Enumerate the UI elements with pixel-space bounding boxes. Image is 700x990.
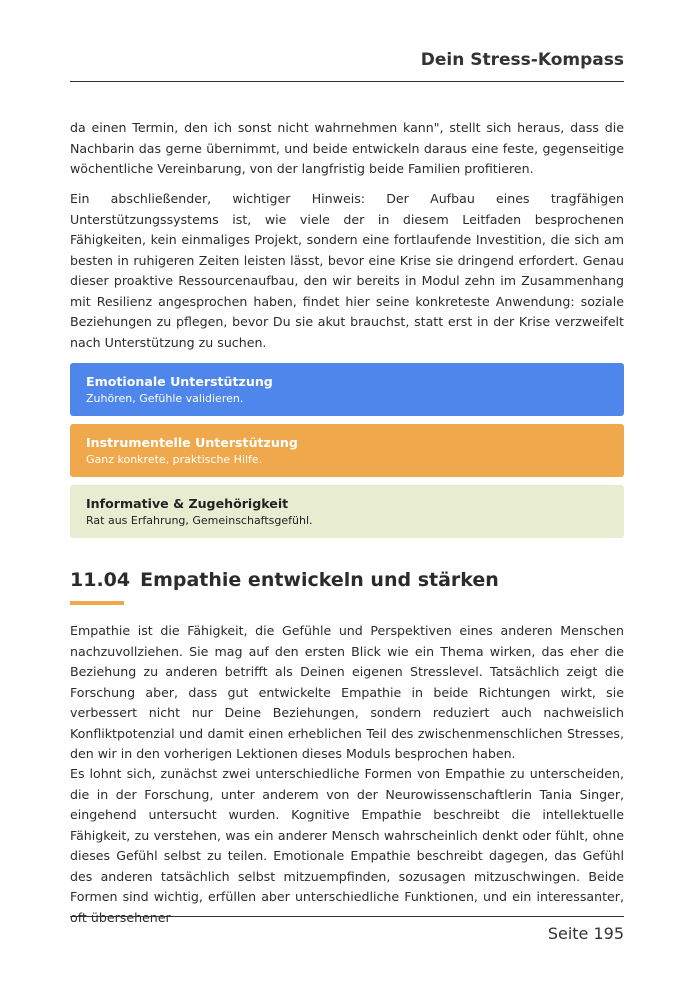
support-box-emotional bbox=[70, 363, 624, 416]
support-box-title: Informative & Zugehörigkeit bbox=[86, 496, 289, 511]
section-heading bbox=[70, 569, 499, 591]
paragraph-2: Ein abschließender, wichtiger Hinweis: Der Aufbau eines tragfähigen Unterstützungssystems ist, wie viele der in diesem Leitfaden besprochenen Fähigkeiten, kein einmaliges Projekt, sondern eine fortlaufende Investition, die sich am besten in ruhigeren Zeiten leisten lässt, bevor eine Krise sie dringend erfordert. Genau dieser proaktive Ressourcenaufbau, den wir bereits in Modul zehn im Zusammenhang mit Resilienz angesprochen haben, findet hier seine konkreteste Anwendung: soziale Beziehungen zu pflegen, bevor Du sie akut brauchst, statt erst in der Krise verzweifelt nach Unterstützung zu suchen. bbox=[70, 191, 624, 350]
section-accent-underline bbox=[70, 601, 124, 605]
support-box-subtitle: Zuhören, Gefühle validieren. bbox=[86, 392, 244, 405]
page-number: Seite 195 bbox=[547, 924, 624, 943]
support-box-informative bbox=[70, 485, 624, 538]
section-title: Empathie entwickeln und stärken bbox=[140, 569, 499, 591]
support-box-title: Instrumentelle Unterstützung bbox=[86, 435, 298, 450]
support-box-subtitle: Rat aus Erfahrung, Gemeinschaftsgefühl. bbox=[86, 514, 313, 527]
support-box-title: Emotionale Unterstützung bbox=[86, 374, 273, 389]
paragraph-3: Empathie ist die Fähigkeit, die Gefühle und Perspektiven eines anderen Menschen nachzuvollziehen. Sie mag auf den ersten Blick wie ein Thema wirken, das eher die Beziehung zu anderen betrifft als Deinen eigenen Stresslevel. Tatsächlich zeigt die Forschung aber, dass gut entwickelte Empathie in beide Richtungen wirkt, sie verbessert nicht nur Deine Beziehungen, sondern reduziert auch nachweislich Konfliktpotenzial und damit einen erheblichen Teil des zwischenmenschlichen Stresses, den wir in den vorherigen Lektionen dieses Moduls besprochen haben. bbox=[70, 623, 624, 761]
paragraph-1: da einen Termin, den ich sonst nicht wahrnehmen kann", stellt sich heraus, dass die Nachbarin das gerne übernimmt, und beide entwickeln daraus eine feste, gegenseitige wöchentliche Vereinbarung, von der langfristig beide Familien profitieren. bbox=[70, 120, 624, 176]
support-box-instrumental bbox=[70, 424, 624, 477]
running-header-title: Dein Stress-Kompass bbox=[420, 50, 624, 70]
header-divider bbox=[70, 81, 624, 82]
paragraph-4: Es lohnt sich, zunächst zwei unterschiedliche Formen von Empathie zu unterscheiden, die in der Forschung, unter anderem von der Neurowissenschaftlerin Tania Singer, eingehend untersucht wurden. Kognitive Empathie beschreibt die intellektuelle Fähigkeit, zu verstehen, was ein anderer Mensch wahrscheinlich denkt oder fühlt, ohne dieses Gefühl selbst zu teilen. Emotionale Empathie beschreibt dagegen, das Gefühl des anderen tatsächlich selbst mitzuempfinden, sozusagen mitzuschwingen. Beide Formen sind wichtig, erfüllen aber unterschiedliche Funktionen, und ein interessanter, oft übersehener bbox=[70, 766, 624, 925]
footer-divider bbox=[70, 916, 624, 917]
support-box-subtitle: Ganz konkrete, praktische Hilfe. bbox=[86, 453, 263, 466]
section-number: 11.04 bbox=[70, 569, 131, 591]
